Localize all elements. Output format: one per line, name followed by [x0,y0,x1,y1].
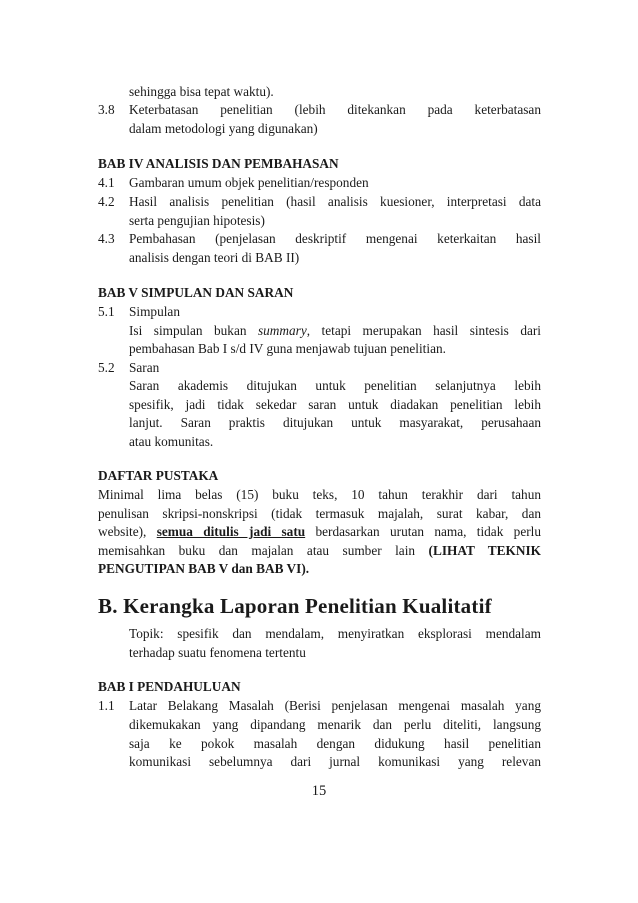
text-span: memisahkan buku dan majalan atau sumber lain [98,543,429,558]
item-number: 5.1 [98,304,115,319]
text-line: Gambaran umum objek penelitian/responden [129,175,369,190]
chapter-heading: BAB V SIMPULAN DAN SARAN [98,285,294,300]
chapter-heading: DAFTAR PUSTAKA [98,468,219,483]
chapter-heading: BAB I PENDAHULUAN [98,679,241,694]
text-span: berdasarkan urutan nama, tidak perlu [305,524,541,539]
item-number: 3.8 [98,102,115,117]
section-heading: B. Kerangka Laporan Penelitian Kualitatif [98,594,492,618]
text-line [129,322,541,340]
text-line: Latar Belakang Masalah (Berisi penjelasan mengenai masalah yang [129,698,541,713]
text-line: Minimal lima belas (15) buku teks, 10 tahun terakhir dari tahun [98,487,541,502]
text-line: spesifik, jadi tidak sekedar saran untuk diadakan penelitian lebih [129,397,541,412]
item-number: 5.2 [98,360,115,375]
text-line: terhadap suatu fenomena tertentu [129,645,306,660]
text-line: sehingga bisa tepat waktu). [129,84,274,99]
text-line: Pembahasan (penjelasan deskriptif mengenai keterkaitan hasil [129,231,541,246]
text-line: serta pengujian hipotesis) [129,213,265,228]
text-line: lanjut. Saran praktis ditujukan untuk masyarakat, perusahaan [129,415,541,430]
item-number: 1.1 [98,698,115,713]
text-line: dikemukakan yang dipandang menarik dan perlu diteliti, langsung [129,717,541,732]
emphasis-bold: (LIHAT TEKNIK [428,543,541,558]
text-line: Topik: spesifik dan mendalam, menyiratkan eksplorasi mendalam [129,626,541,641]
text-span: , tetapi merupakan hasil sintesis dari [306,323,541,338]
italic-term: summary [257,323,307,338]
text-span: website), [98,524,157,539]
text-line: Keterbatasan penelitian (lebih ditekankan pada keterbatasan [129,102,541,117]
subsection-title: Saran [129,360,160,375]
text-line: pembahasan Bab I s/d IV guna menjawab tujuan penelitian. [129,341,446,356]
text-line: analisis dengan teori di BAB II) [129,250,300,265]
text-line: komunikasi sebelumnya dari jurnal komunikasi yang relevan [129,754,541,769]
text-line: atau komunitas. [129,434,214,449]
item-number: 4.1 [98,175,115,190]
subsection-title: Simpulan [129,304,180,319]
text-line: saja ke pokok masalah dengan didukung hasil penelitian [129,736,541,751]
emphasis-underlined: semua ditulis jadi satu [156,524,306,539]
emphasis-bold: PENGUTIPAN BAB V dan BAB VI). [98,561,310,576]
text-line: dalam metodologi yang digunakan) [129,121,318,136]
item-number: 4.2 [98,194,115,209]
text-line: Saran akademis ditujukan untuk penelitian selanjutnya lebih [129,378,541,393]
text-line [98,523,541,541]
item-number: 4.3 [98,231,115,246]
text-line: Hasil analisis penelitian (hasil analisis kuesioner, interpretasi data [129,194,541,209]
text-line [98,542,541,560]
text-span: Isi simpulan bukan [129,323,258,338]
page-number: 15 [311,783,327,799]
text-line: penulisan skripsi-nonskripsi (tidak termasuk majalah, surat kabar, dan [98,506,541,521]
chapter-heading: BAB IV ANALISIS DAN PEMBAHASAN [98,156,339,171]
